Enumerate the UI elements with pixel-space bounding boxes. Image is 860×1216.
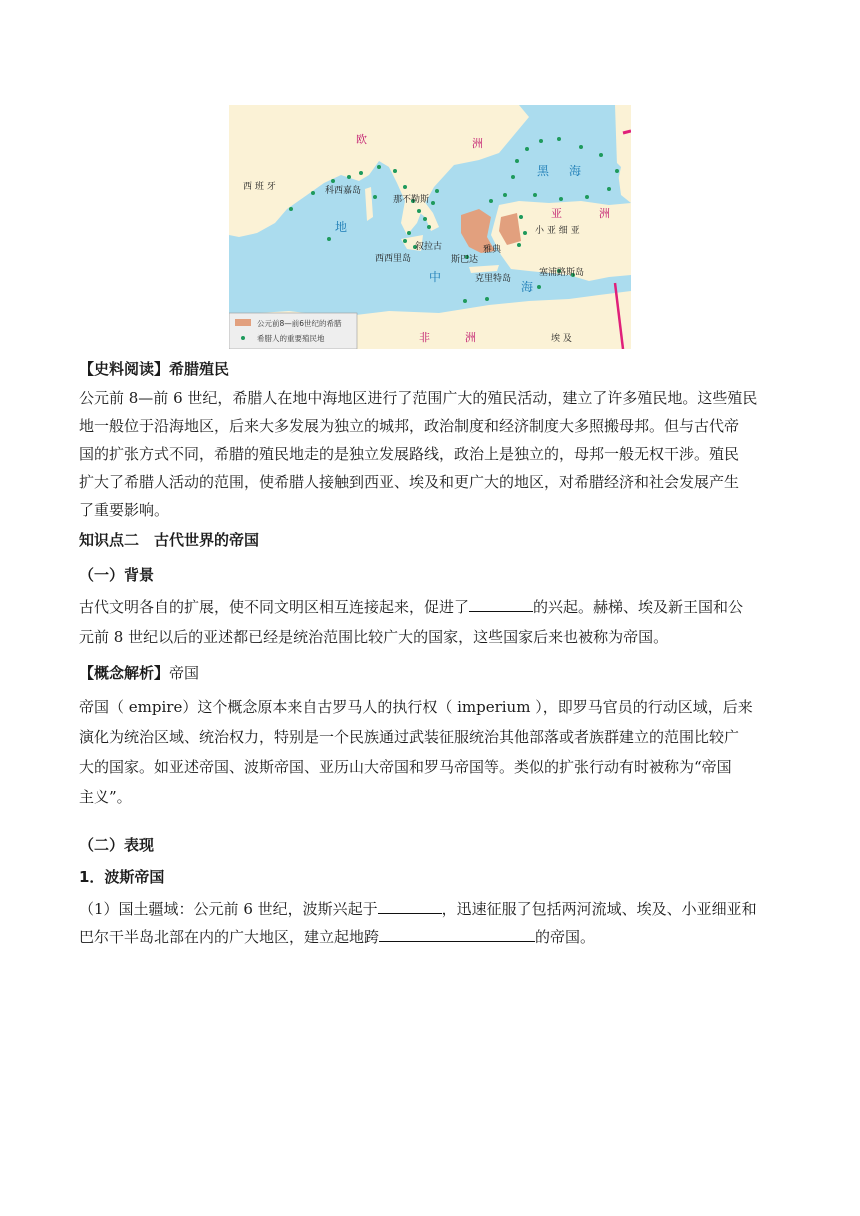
legend-colony-text: 希腊人的重要殖民地 <box>257 334 325 343</box>
map-label-sicily: 西西里岛 <box>375 254 412 264</box>
concept-title-text: 帝国 <box>169 664 200 682</box>
map-label-naples: 那不勒斯 <box>393 195 430 205</box>
background-line-1-a: 古代文明各自的扩展，使不同文明区相互连接起来，促进了 <box>79 598 470 616</box>
map-label-med-a: 地 <box>335 220 348 234</box>
map-label-spain: 西 班 牙 <box>243 182 276 192</box>
map-label-africa-a: 非 <box>419 331 430 344</box>
legend-colony-dot <box>241 336 245 340</box>
background-line-1-b: 的兴起。赫梯、埃及新王国和公 <box>533 598 744 616</box>
concept-title <box>79 662 199 683</box>
background-heading: （一）背景 <box>79 566 155 584</box>
reading-line-4: 扩大了希腊人活动的范围，使希腊人接触到西亚、埃及和更广大的地区，对希腊经济和社会发展产生 <box>79 473 740 491</box>
map-label-asia-a: 亚 <box>551 207 562 220</box>
concept-line-3: 大的国家。如亚述帝国、波斯帝国、亚历山大帝国和罗马帝国等。类似的扩张行动有时被称为“帝国 <box>79 758 732 776</box>
map-label-med-b: 中 <box>429 270 442 284</box>
fill-blank-1[interactable] <box>469 597 533 612</box>
map-label-black-sea-b: 海 <box>569 164 582 178</box>
map-label-black-sea-a: 黑 <box>537 164 550 178</box>
reading-title-text: 希腊殖民 <box>169 360 230 378</box>
legend-greece-swatch <box>235 319 251 326</box>
map-label-asia-minor: 小 亚 细 亚 <box>535 226 580 236</box>
performance-heading: （二）表现 <box>79 836 155 854</box>
reading-line-1: 公元前 8—前 6 世纪，希腊人在地中海地区进行了范围广大的殖民活动，建立了许多殖民地。这些殖民 <box>79 389 758 407</box>
reading-line-3: 国的扩张方式不同，希腊的殖民地走的是独立发展路线，政治上是独立的，母邦一般无权干涉。殖民 <box>79 445 740 463</box>
map-label-europe-b: 洲 <box>472 137 483 150</box>
map-label-africa-b: 洲 <box>465 331 476 344</box>
sub1-line-1-b: ，迅速征服了包括两河流域、埃及、小亚细亚和 <box>441 900 757 918</box>
background-line-1 <box>79 596 743 617</box>
fill-blank-2[interactable] <box>378 899 442 914</box>
background-line-2: 元前 8 世纪以后的亚述都已经是统治范围比较广大的国家，这些国家后来也被称为帝国。 <box>79 628 669 646</box>
map-label-egypt: 埃 及 <box>551 334 572 344</box>
performance-item-1: 1．波斯帝国 <box>79 868 165 886</box>
map-label-europe-a: 欧 <box>356 133 367 146</box>
map-label-med-c: 海 <box>521 280 534 294</box>
map-label-sparta: 斯巴达 <box>451 255 479 265</box>
map-label-athens: 雅典 <box>483 245 502 255</box>
reading-line-2: 地一般位于沿海地区，后来大多发展为独立的城邦，政治制度和经济制度大多照搬母邦。但与古代帝 <box>79 417 740 435</box>
performance-sub1-line-2 <box>79 926 595 947</box>
performance-sub1-line-1 <box>79 898 757 919</box>
sub1-line-2-b: 的帝国。 <box>535 928 596 946</box>
map-label-cyprus: 塞浦路斯岛 <box>539 268 585 278</box>
map-label-asia-b: 洲 <box>599 207 610 220</box>
sub1-line-2-a: 巴尔干半岛北部在内的广大地区，建立起地跨 <box>79 928 380 946</box>
map-legend <box>229 313 357 349</box>
reading-title <box>79 358 229 379</box>
concept-line-1: 帝国（ empire）这个概念原本来自古罗马人的执行权（ imperium ），即罗马官员的行动区域，后来 <box>79 698 753 716</box>
section-heading: 知识点二 古代世界的帝国 <box>79 531 260 549</box>
greek-colonization-map <box>229 105 631 349</box>
map-label-crete: 克里特岛 <box>475 274 512 284</box>
concept-line-2: 演化为统治区域、统治权力，特别是一个民族通过武装征服统治其他部落或者族群建立的范围比较广 <box>79 728 740 746</box>
concept-line-4: 主义”。 <box>79 788 132 806</box>
map-label-syracuse: 叙拉古 <box>415 242 443 252</box>
sub1-line-1-a: （1）国土疆域：公元前 6 世纪，波斯兴起于 <box>79 900 378 918</box>
fill-blank-3[interactable] <box>379 927 535 942</box>
reading-line-5: 了重要影响。 <box>79 501 170 519</box>
concept-title-bracket: 【概念解析】 <box>79 664 170 682</box>
map-label-corsica: 科西嘉岛 <box>325 186 362 196</box>
legend-greece-text: 公元前8—前6世纪的希腊 <box>257 319 342 328</box>
border-line-top <box>623 131 631 133</box>
reading-title-bracket: 【史料阅读】 <box>79 360 170 378</box>
